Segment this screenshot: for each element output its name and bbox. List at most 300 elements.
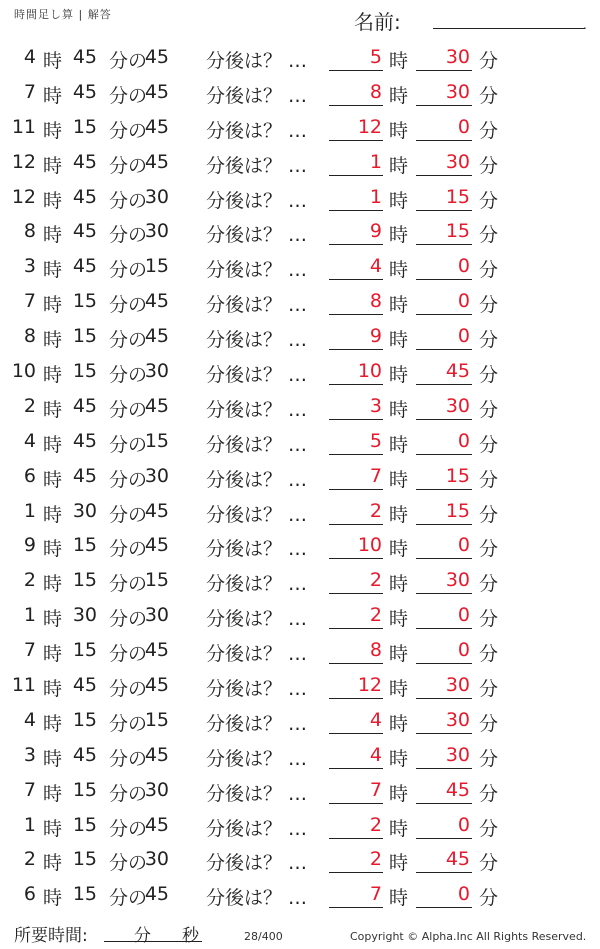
minute-no-label: 分の bbox=[109, 364, 148, 387]
answer-minute-blank[interactable] bbox=[416, 419, 472, 420]
minute-no-label: 分の bbox=[109, 712, 148, 735]
added-minutes: 30 bbox=[144, 604, 169, 627]
after-label: 分後は？ … bbox=[206, 84, 308, 107]
answer-hour: 2 bbox=[369, 569, 382, 592]
answer-hour-blank[interactable] bbox=[329, 524, 383, 525]
problem-row bbox=[0, 110, 600, 145]
hour-label: 時 bbox=[43, 119, 63, 142]
answer-minute-blank[interactable] bbox=[416, 279, 472, 280]
start-hour: 7 bbox=[23, 778, 36, 801]
answer-hour: 9 bbox=[369, 325, 382, 348]
answer-hour-blank[interactable] bbox=[329, 593, 383, 594]
minute-no-label: 分の bbox=[109, 608, 148, 631]
answer-hour-unit: 時 bbox=[389, 887, 409, 910]
answer-hour-unit: 時 bbox=[389, 817, 409, 840]
answer-hour-unit: 時 bbox=[389, 224, 409, 247]
start-hour: 12 bbox=[11, 185, 36, 208]
added-minutes: 45 bbox=[144, 290, 169, 313]
after-label: 分後は？ … bbox=[206, 817, 308, 840]
hour-label: 時 bbox=[43, 887, 63, 910]
answer-minute-unit: 分 bbox=[479, 852, 499, 875]
added-minutes: 15 bbox=[144, 429, 169, 452]
start-hour: 7 bbox=[23, 80, 36, 103]
answer-minute: 0 bbox=[457, 534, 470, 557]
added-minutes: 30 bbox=[144, 185, 169, 208]
start-hour: 3 bbox=[23, 743, 36, 766]
answer-hour-unit: 時 bbox=[389, 852, 409, 875]
problem-list bbox=[0, 40, 600, 912]
start-minute: 45 bbox=[72, 743, 97, 766]
answer-hour-unit: 時 bbox=[389, 538, 409, 561]
answer-hour-unit: 時 bbox=[389, 782, 409, 805]
minute-no-label: 分の bbox=[109, 887, 148, 910]
start-minute: 15 bbox=[72, 639, 97, 662]
answer-hour-blank[interactable] bbox=[329, 419, 383, 420]
added-minutes: 45 bbox=[144, 325, 169, 348]
added-minutes: 30 bbox=[144, 778, 169, 801]
answer-minute: 45 bbox=[445, 848, 470, 871]
after-label: 分後は？ … bbox=[206, 782, 308, 805]
answer-hour-blank[interactable] bbox=[329, 349, 383, 350]
answer-minute: 30 bbox=[445, 743, 470, 766]
hour-label: 時 bbox=[43, 189, 63, 212]
hour-label: 時 bbox=[43, 678, 63, 701]
added-minutes: 45 bbox=[144, 46, 169, 68]
answer-hour: 10 bbox=[357, 534, 382, 557]
time-minute-label: 分 bbox=[134, 926, 151, 946]
answer-hour-blank[interactable] bbox=[329, 907, 383, 908]
answer-hour-unit: 時 bbox=[389, 329, 409, 352]
answer-minute-unit: 分 bbox=[479, 84, 499, 107]
answer-hour-unit: 時 bbox=[389, 154, 409, 177]
after-label: 分後は？ … bbox=[206, 398, 308, 421]
answer-hour-blank[interactable] bbox=[329, 140, 383, 141]
minute-no-label: 分の bbox=[109, 573, 148, 596]
added-minutes: 30 bbox=[144, 848, 169, 871]
answer-hour: 3 bbox=[369, 394, 382, 417]
minute-no-label: 分の bbox=[109, 119, 148, 142]
hour-label: 時 bbox=[43, 294, 63, 317]
problem-row bbox=[0, 703, 600, 738]
answer-hour-blank[interactable] bbox=[329, 244, 383, 245]
answer-minute-unit: 分 bbox=[479, 573, 499, 596]
minute-no-label: 分の bbox=[109, 678, 148, 701]
start-minute: 15 bbox=[72, 115, 97, 138]
minute-no-label: 分の bbox=[109, 747, 148, 770]
added-minutes: 30 bbox=[144, 464, 169, 487]
answer-minute-unit: 分 bbox=[479, 364, 499, 387]
answer-minute-blank[interactable] bbox=[416, 210, 472, 211]
start-minute: 45 bbox=[72, 674, 97, 697]
answer-hour-blank[interactable] bbox=[329, 803, 383, 804]
answer-hour-blank[interactable] bbox=[329, 628, 383, 629]
answer-hour-unit: 時 bbox=[389, 398, 409, 421]
answer-minute-blank[interactable] bbox=[416, 663, 472, 664]
answer-minute-blank[interactable] bbox=[416, 907, 472, 908]
hour-label: 時 bbox=[43, 747, 63, 770]
added-minutes: 15 bbox=[144, 708, 169, 731]
added-minutes: 45 bbox=[144, 674, 169, 697]
added-minutes: 45 bbox=[144, 150, 169, 173]
after-label: 分後は？ … bbox=[206, 643, 308, 666]
answer-hour-blank[interactable] bbox=[329, 105, 383, 106]
start-minute: 15 bbox=[72, 813, 97, 836]
answer-minute-blank[interactable] bbox=[416, 558, 472, 559]
answer-hour-blank[interactable] bbox=[329, 70, 383, 71]
hour-label: 時 bbox=[43, 433, 63, 456]
answer-minute-unit: 分 bbox=[479, 782, 499, 805]
name-label: 名前: bbox=[354, 10, 401, 34]
answer-minute-blank[interactable] bbox=[416, 489, 472, 490]
start-minute: 45 bbox=[72, 429, 97, 452]
answer-minute: 15 bbox=[445, 220, 470, 243]
answer-minute-unit: 分 bbox=[479, 608, 499, 631]
minute-no-label: 分の bbox=[109, 433, 148, 456]
answer-hour: 8 bbox=[369, 80, 382, 103]
minute-no-label: 分の bbox=[109, 189, 148, 212]
hour-label: 時 bbox=[43, 852, 63, 875]
minute-no-label: 分の bbox=[109, 817, 148, 840]
hour-label: 時 bbox=[43, 364, 63, 387]
problem-row bbox=[0, 180, 600, 215]
answer-hour: 1 bbox=[369, 150, 382, 173]
start-hour: 8 bbox=[23, 325, 36, 348]
start-hour: 11 bbox=[11, 674, 36, 697]
minute-no-label: 分の bbox=[109, 259, 148, 282]
problem-row bbox=[0, 877, 600, 912]
answer-minute-unit: 分 bbox=[479, 678, 499, 701]
answer-hour-blank[interactable] bbox=[329, 733, 383, 734]
after-label: 分後は？ … bbox=[206, 119, 308, 142]
answer-hour: 2 bbox=[369, 813, 382, 836]
answer-minute-blank[interactable] bbox=[416, 733, 472, 734]
after-label: 分後は？ … bbox=[206, 608, 308, 631]
answer-hour: 2 bbox=[369, 848, 382, 871]
answer-minute-unit: 分 bbox=[479, 189, 499, 212]
answer-minute: 45 bbox=[445, 360, 470, 383]
after-label: 分後は？ … bbox=[206, 259, 308, 282]
answer-minute-blank[interactable] bbox=[416, 838, 472, 839]
answer-minute: 0 bbox=[457, 429, 470, 452]
hour-label: 時 bbox=[43, 712, 63, 735]
answer-hour-blank[interactable] bbox=[329, 454, 383, 455]
hour-label: 時 bbox=[43, 468, 63, 491]
answer-minute-unit: 分 bbox=[479, 294, 499, 317]
start-minute: 15 bbox=[72, 848, 97, 871]
problem-row bbox=[0, 738, 600, 773]
answer-minute-unit: 分 bbox=[479, 747, 499, 770]
hour-label: 時 bbox=[43, 154, 63, 177]
minute-no-label: 分の bbox=[109, 294, 148, 317]
answer-minute-blank[interactable] bbox=[416, 105, 472, 106]
after-label: 分後は？ … bbox=[206, 503, 308, 526]
answer-hour: 9 bbox=[369, 220, 382, 243]
start-hour: 6 bbox=[23, 883, 36, 906]
problem-row bbox=[0, 459, 600, 494]
answer-hour: 12 bbox=[357, 674, 382, 697]
added-minutes: 45 bbox=[144, 534, 169, 557]
answer-hour-unit: 時 bbox=[389, 747, 409, 770]
page-number: 28/400 bbox=[244, 930, 283, 943]
answer-hour: 1 bbox=[369, 185, 382, 208]
start-hour: 2 bbox=[23, 569, 36, 592]
problem-row bbox=[0, 354, 600, 389]
answer-hour: 2 bbox=[369, 604, 382, 627]
answer-hour-blank[interactable] bbox=[329, 175, 383, 176]
minute-no-label: 分の bbox=[109, 852, 148, 875]
hour-label: 時 bbox=[43, 817, 63, 840]
problem-row bbox=[0, 40, 600, 75]
answer-minute-blank[interactable] bbox=[416, 244, 472, 245]
problem-row bbox=[0, 214, 600, 249]
answer-hour-blank[interactable] bbox=[329, 558, 383, 559]
answer-hour-unit: 時 bbox=[389, 119, 409, 142]
problem-row bbox=[0, 319, 600, 354]
answer-hour-unit: 時 bbox=[389, 503, 409, 526]
hour-label: 時 bbox=[43, 538, 63, 561]
hour-label: 時 bbox=[43, 503, 63, 526]
answer-hour-blank[interactable] bbox=[329, 663, 383, 664]
answer-hour-blank[interactable] bbox=[329, 698, 383, 699]
start-minute: 15 bbox=[72, 325, 97, 348]
start-hour: 12 bbox=[11, 150, 36, 173]
after-label: 分後は？ … bbox=[206, 573, 308, 596]
answer-hour: 5 bbox=[369, 46, 382, 68]
answer-hour-unit: 時 bbox=[389, 294, 409, 317]
after-label: 分後は？ … bbox=[206, 887, 308, 910]
answer-minute-unit: 分 bbox=[479, 50, 499, 72]
hour-label: 時 bbox=[43, 259, 63, 282]
answer-hour-unit: 時 bbox=[389, 364, 409, 387]
answer-minute-blank[interactable] bbox=[416, 698, 472, 699]
answer-minute: 30 bbox=[445, 708, 470, 731]
answer-hour-blank[interactable] bbox=[329, 314, 383, 315]
copyright-notice: Copyright © Alpha.Inc All Rights Reserved. bbox=[350, 930, 587, 943]
answer-hour: 2 bbox=[369, 499, 382, 522]
start-hour: 4 bbox=[23, 708, 36, 731]
start-minute: 15 bbox=[72, 708, 97, 731]
answer-minute: 0 bbox=[457, 290, 470, 313]
problem-row bbox=[0, 284, 600, 319]
after-label: 分後は？ … bbox=[206, 852, 308, 875]
start-hour: 7 bbox=[23, 639, 36, 662]
after-label: 分後は？ … bbox=[206, 433, 308, 456]
minute-no-label: 分の bbox=[109, 84, 148, 107]
start-minute: 45 bbox=[72, 394, 97, 417]
answer-hour-blank[interactable] bbox=[329, 838, 383, 839]
start-hour: 2 bbox=[23, 848, 36, 871]
problem-row bbox=[0, 563, 600, 598]
answer-minute: 0 bbox=[457, 115, 470, 138]
answer-minute-blank[interactable] bbox=[416, 349, 472, 350]
answer-hour-blank[interactable] bbox=[329, 489, 383, 490]
start-hour: 7 bbox=[23, 290, 36, 313]
added-minutes: 45 bbox=[144, 80, 169, 103]
start-minute: 45 bbox=[72, 80, 97, 103]
answer-minute: 30 bbox=[445, 46, 470, 68]
start-hour: 1 bbox=[23, 604, 36, 627]
answer-hour-unit: 時 bbox=[389, 189, 409, 212]
answer-hour: 10 bbox=[357, 360, 382, 383]
start-minute: 15 bbox=[72, 534, 97, 557]
answer-hour: 4 bbox=[369, 743, 382, 766]
answer-minute: 15 bbox=[445, 464, 470, 487]
minute-no-label: 分の bbox=[109, 50, 148, 72]
hour-label: 時 bbox=[43, 573, 63, 596]
added-minutes: 45 bbox=[144, 813, 169, 836]
answer-hour-unit: 時 bbox=[389, 608, 409, 631]
start-minute: 15 bbox=[72, 883, 97, 906]
answer-minute-blank[interactable] bbox=[416, 175, 472, 176]
start-minute: 45 bbox=[72, 150, 97, 173]
answer-minute-blank[interactable] bbox=[416, 384, 472, 385]
start-minute: 15 bbox=[72, 569, 97, 592]
answer-minute-unit: 分 bbox=[479, 259, 499, 282]
after-label: 分後は？ … bbox=[206, 189, 308, 212]
answer-hour-unit: 時 bbox=[389, 259, 409, 282]
answer-hour-unit: 時 bbox=[389, 468, 409, 491]
start-minute: 15 bbox=[72, 290, 97, 313]
added-minutes: 45 bbox=[144, 394, 169, 417]
added-minutes: 15 bbox=[144, 569, 169, 592]
answer-minute: 0 bbox=[457, 639, 470, 662]
answer-minute-unit: 分 bbox=[479, 503, 499, 526]
answer-minute: 30 bbox=[445, 80, 470, 103]
answer-hour: 4 bbox=[369, 255, 382, 278]
problem-row bbox=[0, 389, 600, 424]
answer-minute-unit: 分 bbox=[479, 817, 499, 840]
start-minute: 15 bbox=[72, 778, 97, 801]
hour-label: 時 bbox=[43, 50, 63, 72]
hour-label: 時 bbox=[43, 224, 63, 247]
after-label: 分後は？ … bbox=[206, 712, 308, 735]
answer-minute-unit: 分 bbox=[479, 468, 499, 491]
minute-no-label: 分の bbox=[109, 468, 148, 491]
answer-hour-unit: 時 bbox=[389, 712, 409, 735]
answer-minute: 15 bbox=[445, 499, 470, 522]
problem-row bbox=[0, 424, 600, 459]
start-minute: 45 bbox=[72, 464, 97, 487]
minute-no-label: 分の bbox=[109, 503, 148, 526]
hour-label: 時 bbox=[43, 782, 63, 805]
answer-minute-unit: 分 bbox=[479, 433, 499, 456]
answer-minute-blank[interactable] bbox=[416, 768, 472, 769]
answer-minute-blank[interactable] bbox=[416, 454, 472, 455]
answer-minute-blank[interactable] bbox=[416, 628, 472, 629]
answer-minute-unit: 分 bbox=[479, 643, 499, 666]
answer-minute-unit: 分 bbox=[479, 712, 499, 735]
start-hour: 1 bbox=[23, 813, 36, 836]
answer-minute: 0 bbox=[457, 255, 470, 278]
hour-label: 時 bbox=[43, 608, 63, 631]
answer-minute-blank[interactable] bbox=[416, 593, 472, 594]
answer-hour-unit: 時 bbox=[389, 678, 409, 701]
start-hour: 10 bbox=[11, 360, 36, 383]
answer-hour: 8 bbox=[369, 639, 382, 662]
answer-minute: 0 bbox=[457, 883, 470, 906]
answer-hour-blank[interactable] bbox=[329, 279, 383, 280]
answer-minute: 30 bbox=[445, 150, 470, 173]
answer-minute: 45 bbox=[445, 778, 470, 801]
added-minutes: 45 bbox=[144, 639, 169, 662]
problem-row bbox=[0, 145, 600, 180]
answer-minute-unit: 分 bbox=[479, 224, 499, 247]
start-minute: 45 bbox=[72, 220, 97, 243]
minute-no-label: 分の bbox=[109, 224, 148, 247]
after-label: 分後は？ … bbox=[206, 468, 308, 491]
problem-row bbox=[0, 773, 600, 808]
answer-minute-blank[interactable] bbox=[416, 872, 472, 873]
answer-minute-blank[interactable] bbox=[416, 803, 472, 804]
answer-minute-unit: 分 bbox=[479, 329, 499, 352]
added-minutes: 45 bbox=[144, 499, 169, 522]
answer-minute-blank[interactable] bbox=[416, 70, 472, 71]
hour-label: 時 bbox=[43, 329, 63, 352]
answer-minute: 30 bbox=[445, 569, 470, 592]
after-label: 分後は？ … bbox=[206, 747, 308, 770]
start-hour: 6 bbox=[23, 464, 36, 487]
answer-minute: 0 bbox=[457, 325, 470, 348]
start-hour: 11 bbox=[11, 115, 36, 138]
answer-hour: 7 bbox=[369, 883, 382, 906]
start-minute: 15 bbox=[72, 360, 97, 383]
minute-no-label: 分の bbox=[109, 643, 148, 666]
answer-hour-blank[interactable] bbox=[329, 384, 383, 385]
start-minute: 30 bbox=[72, 604, 97, 627]
after-label: 分後は？ … bbox=[206, 50, 308, 72]
answer-hour-blank[interactable] bbox=[329, 210, 383, 211]
added-minutes: 30 bbox=[144, 360, 169, 383]
start-hour: 4 bbox=[23, 429, 36, 452]
problem-row bbox=[0, 528, 600, 563]
answer-minute-unit: 分 bbox=[479, 887, 499, 910]
problem-row bbox=[0, 598, 600, 633]
start-minute: 45 bbox=[72, 46, 97, 68]
start-hour: 8 bbox=[23, 220, 36, 243]
name-field-line[interactable] bbox=[433, 28, 585, 29]
answer-hour-unit: 時 bbox=[389, 643, 409, 666]
time-required-label: 所要時間: bbox=[14, 926, 88, 946]
answer-minute-unit: 分 bbox=[479, 398, 499, 421]
hour-label: 時 bbox=[43, 398, 63, 421]
minute-no-label: 分の bbox=[109, 154, 148, 177]
minute-no-label: 分の bbox=[109, 398, 148, 421]
start-minute: 30 bbox=[72, 499, 97, 522]
answer-minute-blank[interactable] bbox=[416, 314, 472, 315]
problem-row bbox=[0, 494, 600, 529]
added-minutes: 45 bbox=[144, 883, 169, 906]
answer-minute-unit: 分 bbox=[479, 154, 499, 177]
after-label: 分後は？ … bbox=[206, 678, 308, 701]
hour-label: 時 bbox=[43, 84, 63, 107]
added-minutes: 15 bbox=[144, 255, 169, 278]
answer-hour-unit: 時 bbox=[389, 84, 409, 107]
after-label: 分後は？ … bbox=[206, 329, 308, 352]
answer-hour-blank[interactable] bbox=[329, 872, 383, 873]
answer-hour-unit: 時 bbox=[389, 50, 409, 72]
minute-no-label: 分の bbox=[109, 329, 148, 352]
answer-minute-blank[interactable] bbox=[416, 140, 472, 141]
minute-no-label: 分の bbox=[109, 782, 148, 805]
start-hour: 9 bbox=[23, 534, 36, 557]
answer-hour-blank[interactable] bbox=[329, 768, 383, 769]
after-label: 分後は？ … bbox=[206, 294, 308, 317]
start-hour: 4 bbox=[23, 46, 36, 68]
answer-hour: 7 bbox=[369, 464, 382, 487]
answer-hour-unit: 時 bbox=[389, 573, 409, 596]
start-hour: 3 bbox=[23, 255, 36, 278]
answer-minute-blank[interactable] bbox=[416, 524, 472, 525]
